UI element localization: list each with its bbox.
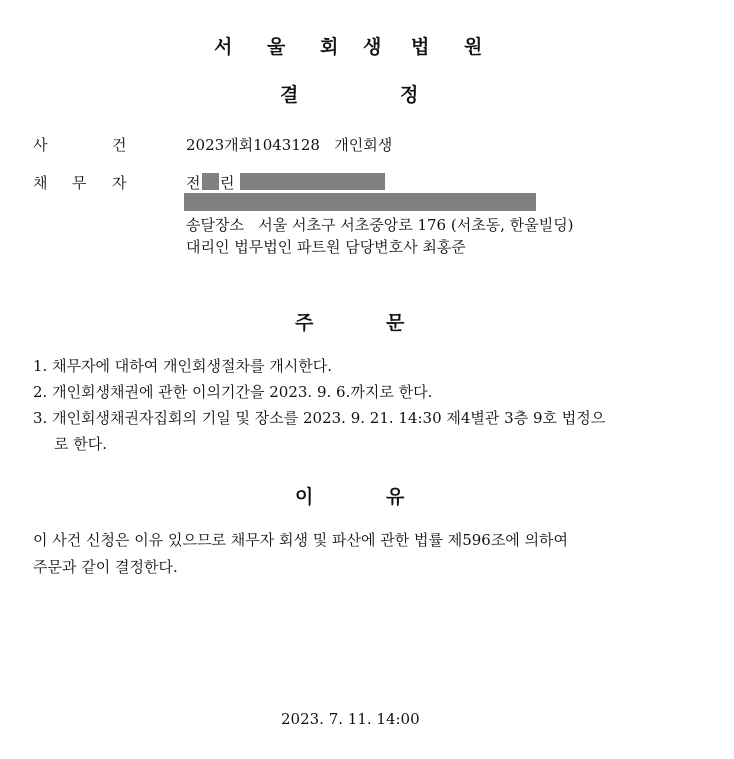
order-item: 1. 채무자에 대하여 개인회생절차를 개시한다. (33, 357, 332, 375)
case-label-char: 사 (33, 136, 48, 154)
court-title-char: 울 (267, 36, 286, 58)
debtor-name-last: 린 (220, 174, 235, 192)
reason-heading-char: 유 (386, 486, 405, 508)
decision-date: 2023. 7. 11. 14:00 (281, 710, 420, 728)
document-type-char: 결 (280, 84, 299, 106)
order-heading-char: 주 (295, 312, 314, 334)
order-item: 2. 개인회생채권에 관한 이의기간을 2023. 9. 6.까지로 한다. (33, 383, 433, 401)
reason-line: 주문과 같이 결정한다. (33, 558, 178, 576)
debtor-label-char: 자 (112, 174, 127, 192)
debtor-label-char: 무 (72, 174, 87, 192)
service-address: 송달장소 서울 서초구 서초중앙로 176 (서초동, 한울빌딩) (186, 216, 574, 234)
order-item-continuation: 로 한다. (54, 435, 108, 453)
redaction-id (240, 173, 385, 190)
debtor-label-char: 채 (33, 174, 48, 192)
redaction-address (184, 193, 536, 211)
order-heading-char: 문 (386, 312, 405, 334)
debtor-name-first: 전 (186, 174, 201, 192)
court-title-char: 법 (411, 36, 430, 58)
court-title-char: 회 (320, 36, 339, 58)
court-title-char: 생 (363, 36, 382, 58)
reason-line: 이 사건 신청은 이유 있으므로 채무자 회생 및 파산에 관한 법률 제596조에 의하여 (33, 531, 569, 549)
case-number: 2023개회1043128 개인회생 (186, 136, 393, 154)
court-title-char: 원 (464, 36, 483, 58)
case-label-char: 건 (112, 136, 127, 154)
redaction-name (202, 173, 219, 190)
reason-heading-char: 이 (295, 486, 314, 508)
document-type-char: 정 (400, 84, 419, 106)
order-item: 3. 개인회생채권자집회의 기일 및 장소를 2023. 9. 21. 14:30 제4별관 3층 9호 법정으 (33, 409, 606, 427)
legal-agent: 대리인 법무법인 파트원 담당변호사 최홍준 (186, 238, 466, 256)
court-title-char: 서 (214, 36, 233, 58)
